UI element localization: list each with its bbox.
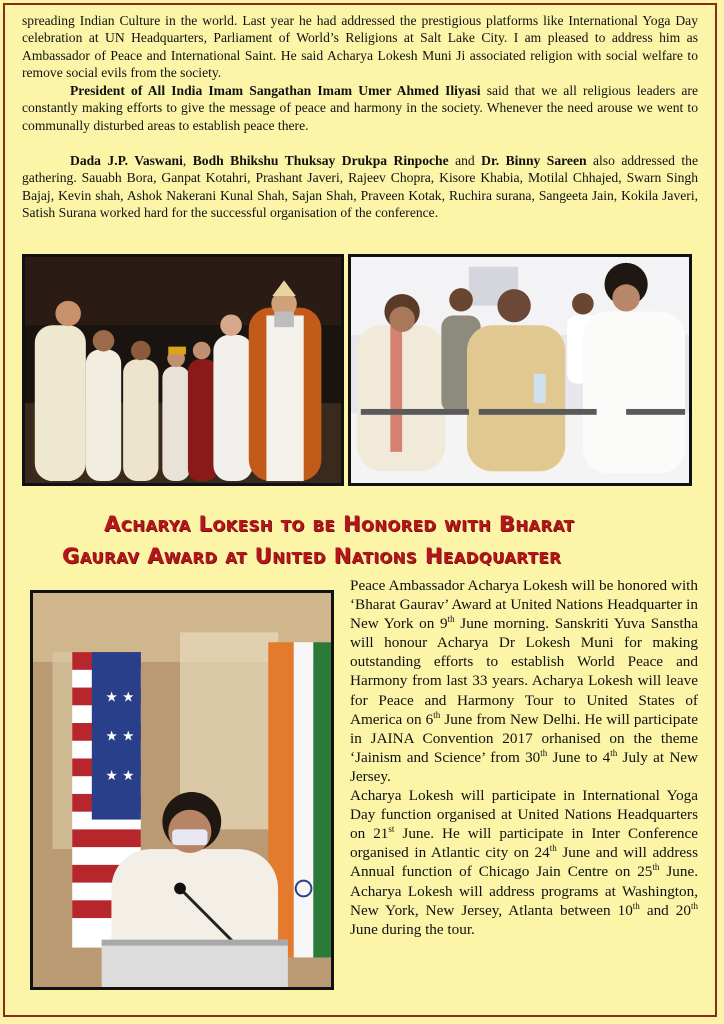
intro-paragraph-3 bbox=[22, 152, 698, 222]
ordinal-suffix: th bbox=[433, 709, 441, 720]
paragraph-text: also addressed the gathering. Sauabh Bora, Ganpat Kotahri, Prashant Javeri, Rajeev Chopra, Kisore Khabia, Motilal Chhajed, Swarn Singh Bajaj, Kevin shah, Ashok Nakerani Kunal Shah, Sajan Shah, Praveen Kotak, Ruchira surana, Sangeeta Jain, Kokila Javeri, Satish Surana worked hard for the successful organisation of the conference. bbox=[22, 153, 698, 221]
separator-text: and bbox=[448, 153, 482, 168]
svg-text:★ ★: ★ ★ bbox=[105, 728, 135, 745]
speaker-name: Dada J.P. Vaswani bbox=[70, 153, 183, 168]
ordinal-suffix: th bbox=[690, 900, 698, 911]
ordinal-suffix: th bbox=[610, 747, 618, 758]
article-text: June to 4 bbox=[547, 748, 611, 766]
award-article bbox=[350, 576, 698, 939]
article-text: June during the tour. bbox=[350, 920, 475, 938]
separator-text: , bbox=[182, 153, 193, 168]
article-text: June from New Delhi. He will participate in JAINA Convention 2017 orhanised on the theme ‘Jainism and Science’ from 30 bbox=[350, 710, 699, 766]
article-text: and 20 bbox=[639, 901, 691, 919]
intro-paragraph-2 bbox=[22, 82, 698, 134]
article-text: July at New Jersey. bbox=[350, 748, 698, 785]
ordinal-suffix: th bbox=[540, 747, 548, 758]
seated-dignitaries-photo bbox=[348, 254, 692, 486]
speaker-podium-photo bbox=[30, 590, 334, 990]
ordinal-suffix: th bbox=[632, 900, 640, 911]
ordinal-suffix: st bbox=[388, 824, 395, 835]
intro-paragraph-1: spreading Indian Culture in the world. Last year he had addressed the prestigious platforms like International Yoga Day celebration at UN Headquarters, Parliament of World’s Religions at Salt Lake City. I am pleased to address him as Ambassador of Peace and International Saint. He said Acharya Lokesh Muni Ji associated religion with social welfare to remove social evils from the society. bbox=[22, 13, 698, 81]
headline-line-2: Gaurav Award at United Nations Headquarter bbox=[62, 544, 562, 568]
article-text: June morning. Sanskriti Yuva Sanstha will honour Acharya Dr Lokesh Muni for making outstanding efforts to establish World Peace and Harmony from last 33 years. Acharya Lokesh will leave for Peace and Harmony Tour to United States of America on 6 bbox=[350, 615, 698, 728]
article-text: June. Acharya Lokesh will address programs at Washington, New York, New Jersey, Atlanta between 10 bbox=[350, 863, 698, 919]
ordinal-suffix: th bbox=[447, 614, 455, 625]
svg-text:★ ★: ★ ★ bbox=[105, 768, 135, 785]
ordinal-suffix: th bbox=[549, 843, 557, 854]
speaker-name: Dr. Binny Sareen bbox=[481, 153, 587, 168]
svg-text:★ ★: ★ ★ bbox=[105, 689, 135, 706]
speaker-name: President of All India Imam Sangathan Imam Umer Ahmed Iliyasi bbox=[70, 83, 481, 98]
article-text: Acharya Lokesh will participate in International Yoga Day function organised at United Nations Headquarters on 21 bbox=[350, 787, 698, 843]
stage-group-photo bbox=[22, 254, 344, 486]
article-text: Peace Ambassador Acharya Lokesh will be honored with ‘Bharat Gaurav’ Award at United Nations Headquarter in New York on 9 bbox=[350, 577, 698, 633]
article-text: June and will address Annual function of Chicago Jain Centre on 25 bbox=[350, 844, 698, 881]
ordinal-suffix: th bbox=[652, 862, 660, 873]
speaker-name: Bodh Bhikshu Thuksay Drukpa Rinpoche bbox=[192, 153, 449, 168]
article-text: June. He will participate in Inter Conference organised in Atlantic city on 24 bbox=[350, 825, 699, 862]
headline-line-1: Acharya Lokesh to be Honored with Bharat bbox=[104, 512, 575, 536]
paragraph-text: said that we all religious leaders are constantly making efforts to give the message of peace and harmony in the society. Whenever the need arouse we went to communally disturbed areas to establish peace there. bbox=[22, 83, 698, 133]
